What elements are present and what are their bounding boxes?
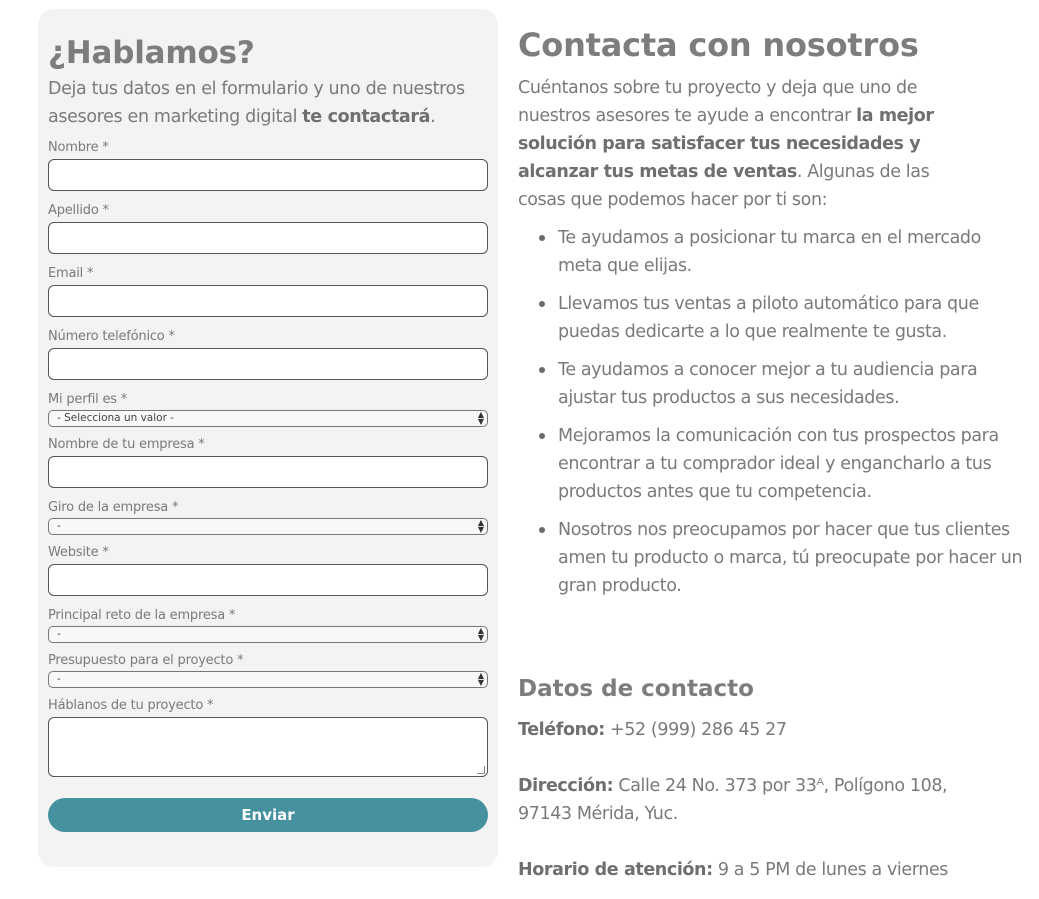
- reto-select-value: -: [57, 628, 61, 640]
- list-item: Te ayudamos a conocer mejor a tu audiencia para ajustar tus productos a sus necesidades.: [558, 356, 1028, 412]
- apellido-input[interactable]: [48, 222, 488, 254]
- giro-select[interactable]: [48, 518, 488, 535]
- select-arrows-icon: ▲ ▼: [477, 410, 484, 426]
- form-intro-bold: te contactará: [302, 107, 431, 127]
- email-label: Email *: [48, 266, 94, 281]
- select-arrows-icon: ▲ ▼: [477, 518, 484, 534]
- contact-details-title: Datos de contacto: [518, 676, 754, 702]
- contact-form-card: [38, 9, 498, 867]
- presupuesto-select[interactable]: [48, 671, 488, 688]
- perfil-label: Mi perfil es *: [48, 392, 128, 407]
- reto-select[interactable]: [48, 626, 488, 643]
- contact-intro-end: . Algunas de las cosas que podemos hacer por ti son:: [518, 162, 930, 210]
- contact-title: Contacta con nosotros: [518, 26, 919, 64]
- nombre-input[interactable]: [48, 159, 488, 191]
- empresa-input[interactable]: [48, 456, 488, 488]
- services-list: [518, 224, 1028, 610]
- hours-line: [518, 856, 978, 884]
- email-input[interactable]: [48, 285, 488, 317]
- list-item: Nosotros nos preocupamos por hacer que tus clientes amen tu producto o marca, tú preocupate por hacer un gran producto.: [558, 516, 1028, 600]
- contact-intro-bold: la mejor solución para satisfacer tus necesidades y alcanzar tus metas de ventas: [518, 106, 934, 182]
- form-intro: [48, 75, 493, 131]
- list-item: Llevamos tus ventas a piloto automático para que puedas dedicarte a lo que realmente te gusta.: [558, 290, 1028, 346]
- website-label: Website *: [48, 545, 109, 560]
- presupuesto-label: Presupuesto para el proyecto *: [48, 653, 244, 668]
- submit-button[interactable]: Enviar: [48, 798, 488, 832]
- resize-grip-icon[interactable]: [477, 766, 485, 774]
- hours-label: Horario de atención:: [518, 860, 713, 880]
- website-input[interactable]: [48, 564, 488, 596]
- telefono-label: Número telefónico *: [48, 329, 175, 344]
- apellido-label: Apellido *: [48, 203, 109, 218]
- address-value: Calle 24 No. 373 por 33ᴬ, Polígono 108, 97143 Mérida, Yuc.: [518, 776, 948, 824]
- select-arrows-icon: ▲ ▼: [477, 626, 484, 642]
- form-intro-end: .: [430, 107, 436, 127]
- perfil-select[interactable]: [48, 410, 488, 427]
- reto-label: Principal reto de la empresa *: [48, 608, 236, 623]
- contact-intro: [518, 74, 978, 214]
- address-line: [518, 772, 978, 828]
- giro-select-value: -: [57, 520, 61, 532]
- proyecto-textarea[interactable]: [48, 717, 488, 777]
- select-arrows-icon: ▲ ▼: [477, 671, 484, 687]
- empresa-label: Nombre de tu empresa *: [48, 437, 205, 452]
- list-item: Mejoramos la comunicación con tus prospectos para encontrar a tu comprador ideal y engancharlo a tus productos antes que tu competencia.: [558, 422, 1028, 506]
- list-item: Te ayudamos a posicionar tu marca en el mercado meta que elijas.: [558, 224, 1028, 280]
- form-title: ¿Hablamos?: [48, 35, 255, 71]
- phone-label: Teléfono:: [518, 720, 605, 740]
- phone-line: [518, 716, 978, 744]
- hours-value: 9 a 5 PM de lunes a viernes: [712, 860, 949, 880]
- contact-intro-start: Cuéntanos sobre tu proyecto y deja que uno de nuestros asesores te ayude a encontrar: [518, 78, 918, 126]
- phone-value: +52 (999) 286 45 27: [604, 720, 787, 740]
- perfil-select-value: - Selecciona un valor -: [57, 412, 175, 424]
- address-label: Dirección:: [518, 776, 614, 796]
- giro-label: Giro de la empresa *: [48, 500, 179, 515]
- proyecto-label: Háblanos de tu proyecto *: [48, 698, 214, 713]
- nombre-label: Nombre *: [48, 140, 109, 155]
- presupuesto-select-value: -: [57, 673, 61, 685]
- telefono-input[interactable]: [48, 348, 488, 380]
- form-intro-text: Deja tus datos en el formulario y uno de nuestros asesores en marketing digital: [48, 79, 465, 127]
